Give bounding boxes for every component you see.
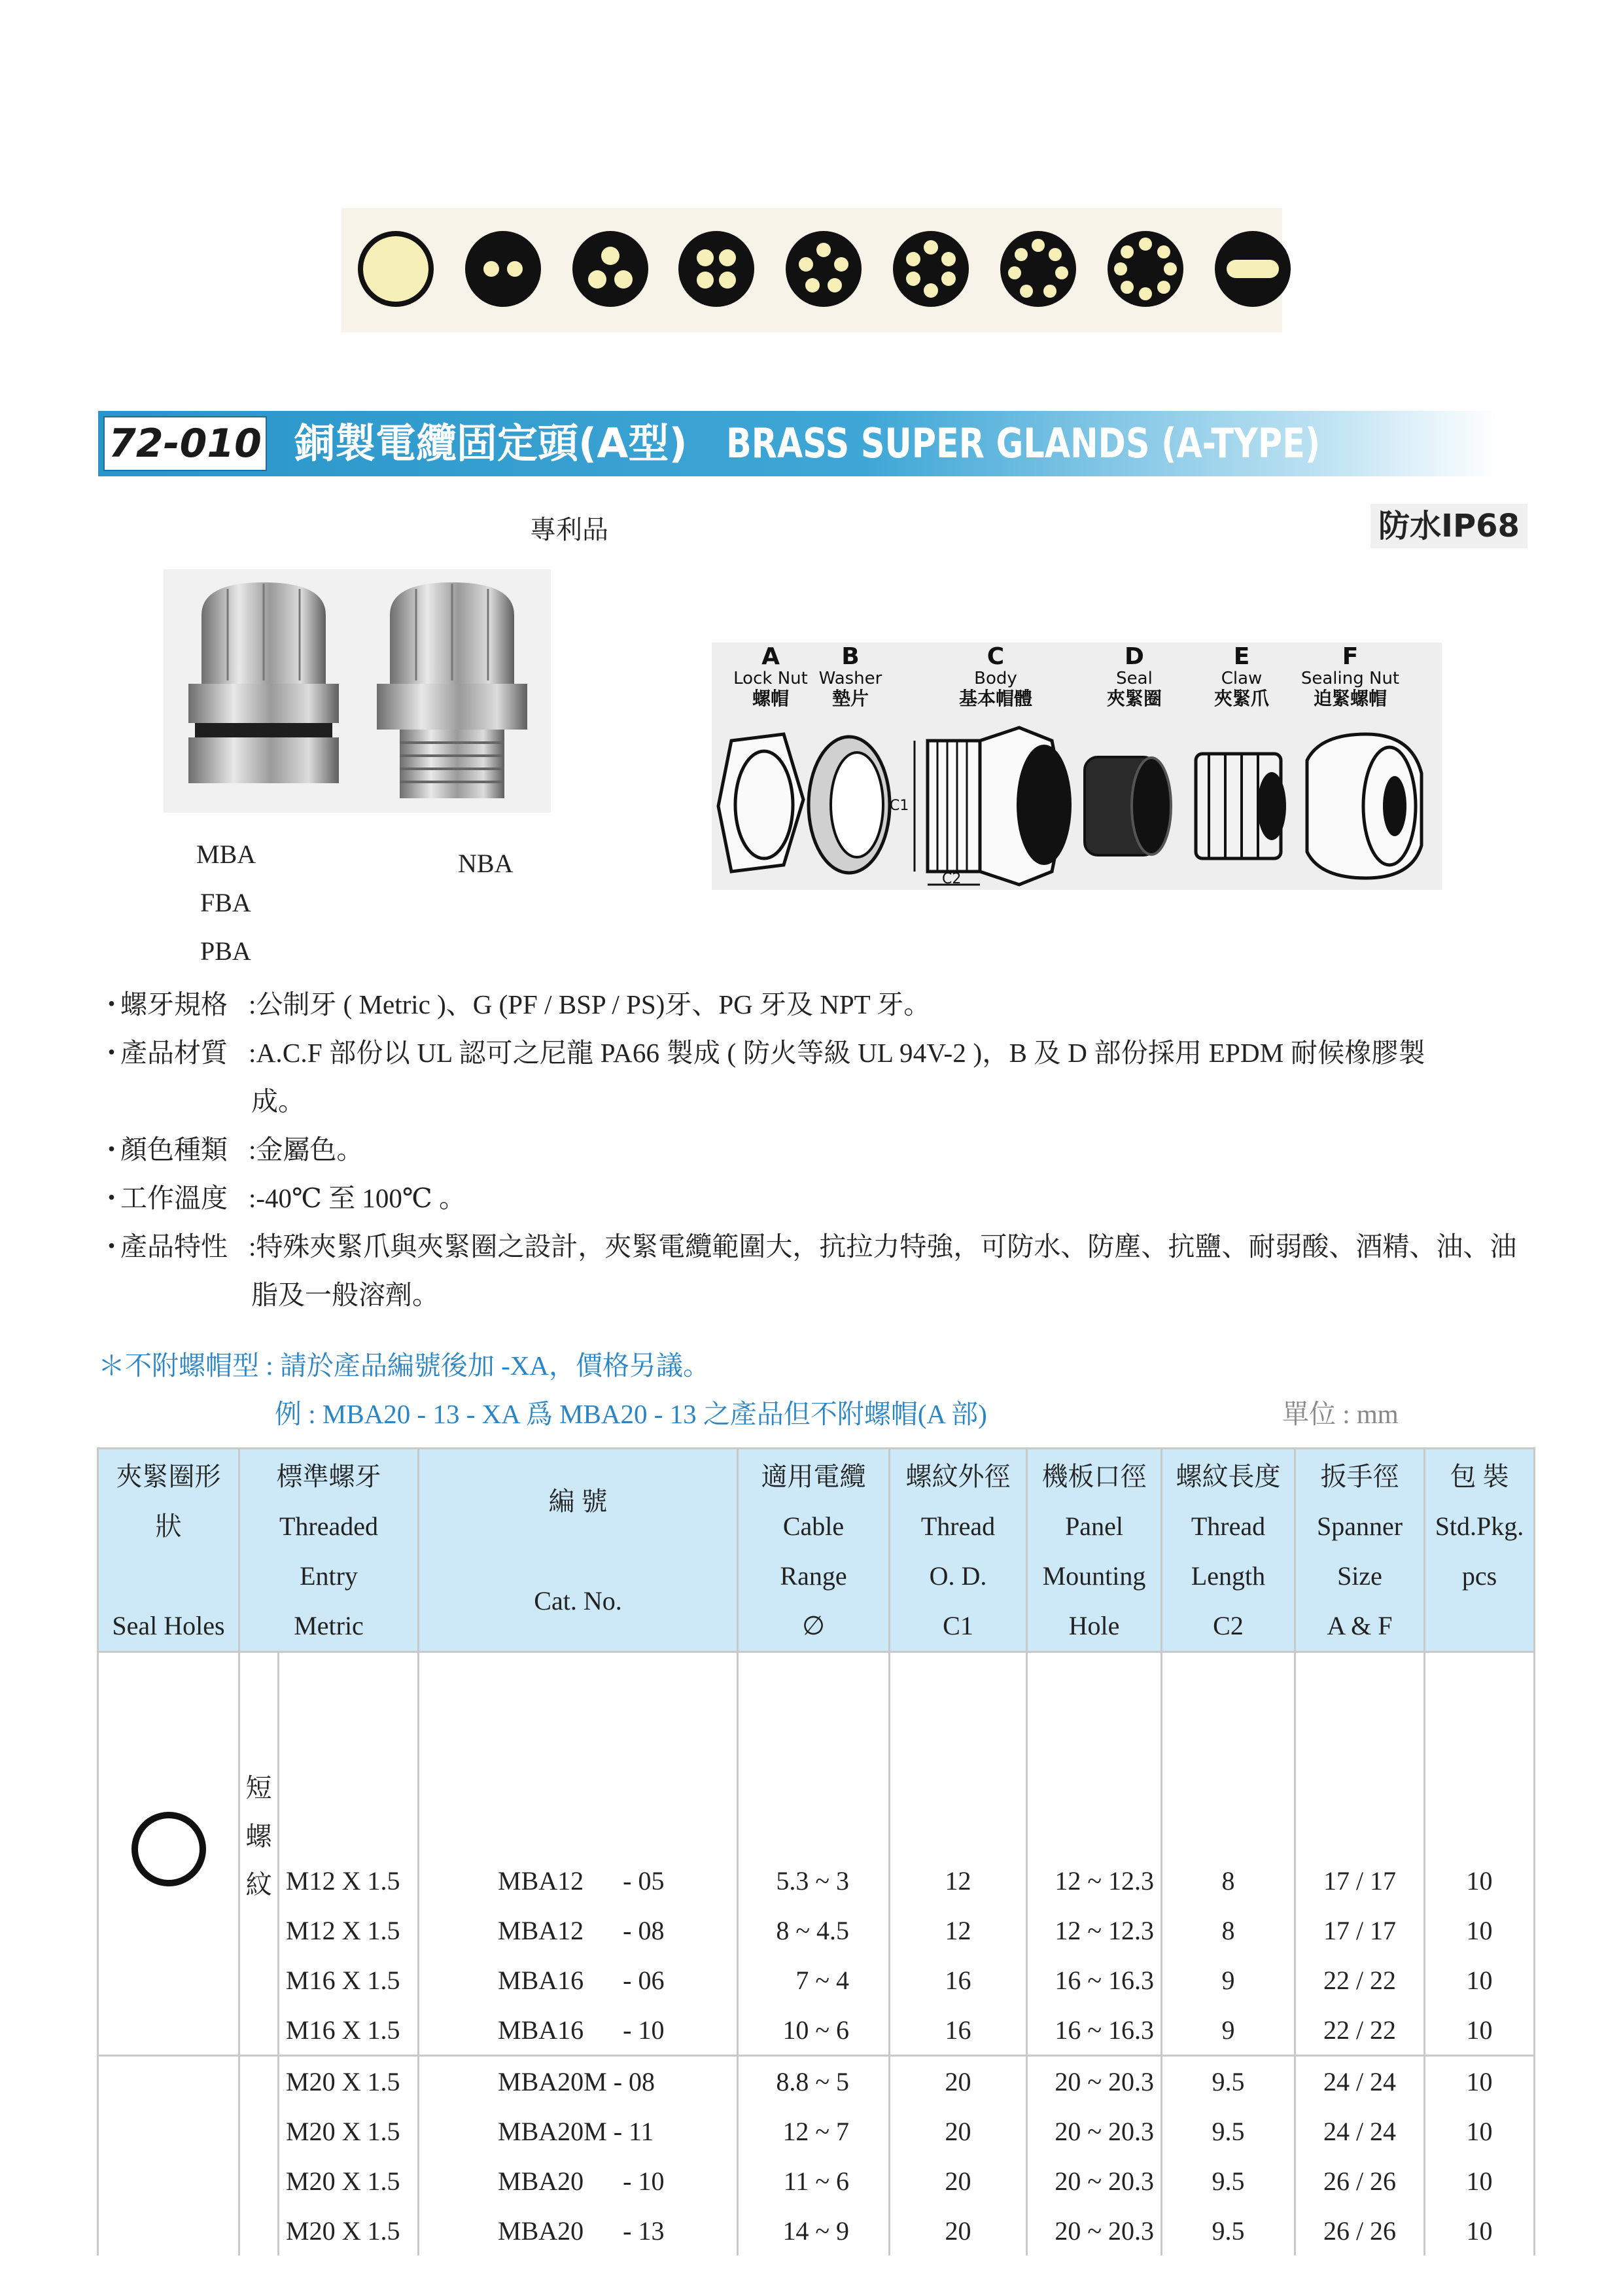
- header-cat-no: 編 號 Cat. No.: [419, 1449, 738, 1652]
- seal-eight-holes-icon: [1108, 231, 1183, 307]
- seal-seven-holes-icon: [1000, 231, 1076, 307]
- product-photo: [164, 569, 551, 813]
- header-cable-range: 適用電纜 Cable Range ∅: [738, 1449, 890, 1652]
- short-thread-label: 短 螺 紋: [239, 1652, 279, 2056]
- header-thread-length: 螺紋長度 Thread Length C2: [1162, 1449, 1295, 1652]
- part-c-label: C Body 基本帽體: [958, 643, 1032, 709]
- exploded-parts-icon: [712, 721, 1442, 890]
- title-bar: [98, 411, 1498, 476]
- spec-thread: ・螺牙規格 :公制牙 ( Metric )、G (PF / BSP / PS)牙、PG 牙及 NPT 牙。: [98, 989, 931, 1019]
- seal-six-holes-icon: [893, 231, 969, 307]
- dim-c1-label: C1: [890, 798, 909, 814]
- seal-three-holes-icon: [572, 231, 648, 307]
- table-header-row: [98, 1449, 1535, 1652]
- part-d-label: D Seal 夾緊圈: [1106, 643, 1162, 709]
- title-english: BRASS SUPER GLANDS (A-TYPE): [726, 419, 1321, 467]
- table-row: M16 X 1.5 MBA16 - 10 10 ~ 6 16 16 ~ 16.3 9 22 / 22 10: [98, 2005, 1535, 2056]
- note-example: 例 : MBA20 - 13 - XA 爲 MBA20 - 13 之產品但不附螺帽(A 部): [275, 1399, 987, 1429]
- header-seal-holes: 夾緊圈形 狀 Seal Holes: [98, 1449, 239, 1652]
- spec-color: ・顏色種類 :金屬色。: [98, 1135, 364, 1165]
- spec-features: ・產品特性 :特殊夾緊爪與夾緊圈之設計，夾緊電纜範圍大，抗拉力特強，可防水、防塵、抗鹽、耐弱酸、酒精、油、油 脂及一般溶劑。: [98, 1231, 1517, 1310]
- part-e-label: E Claw 夾緊爪: [1213, 643, 1269, 709]
- header-panel-hole: 機板口徑 Panel Mounting Hole: [1027, 1449, 1162, 1652]
- gland-mba-icon: [175, 576, 352, 805]
- seal-four-holes-icon: [678, 231, 754, 307]
- variant-mba: MBA: [196, 839, 256, 869]
- table-row: M12 X 1.5 MBA12 - 08 8 ~ 4.5 12 12 ~ 12.3 8 17 / 17 10: [98, 1905, 1535, 1955]
- title-code-box: [103, 416, 267, 471]
- variant-fba: FBA: [200, 888, 251, 917]
- header-spanner-size: 扳手徑 Spanner Size A & F: [1295, 1449, 1425, 1652]
- header-thread-od: 螺紋外徑 Thread O. D. C1: [890, 1449, 1027, 1652]
- part-b-label: B Washer 墊片: [818, 643, 882, 709]
- spec-temperature: ・工作溫度 :-40℃ 至 100℃ 。: [98, 1183, 466, 1213]
- seal-one-hole-icon: [358, 231, 434, 307]
- part-a-label: A Lock Nut 螺帽: [733, 643, 808, 709]
- table-row: M12 X 1.5 MBA12 - 05 5.3 ~ 3 12 12 ~ 12.3 8 17 / 17 10: [98, 1856, 1535, 1905]
- variant-nba: NBA: [458, 849, 514, 878]
- title-chinese: 銅製電纜固定頭(A型): [294, 419, 688, 467]
- gland-nba-icon: [364, 576, 540, 805]
- dim-c2-label: C2: [942, 871, 962, 887]
- seal-flat-slot-icon: [1215, 231, 1291, 307]
- seal-shape-cell: [98, 1652, 239, 2056]
- patent-label: 專利品: [530, 515, 608, 544]
- header-std-pkg: 包 裝 Std.Pkg. pcs: [1425, 1449, 1535, 1652]
- unit-label: 單位 : mm: [1282, 1399, 1399, 1429]
- table-row: M20 X 1.5 MBA20M - 08 8.8 ~ 5 20 20 ~ 20.3 9.5 24 / 24 10: [98, 2056, 1535, 2107]
- seal-two-holes-icon: [465, 231, 541, 307]
- table-row: M20 X 1.5 MBA20M - 11 12 ~ 7 20 20 ~ 20.3 9.5 24 / 24 10: [98, 2106, 1535, 2156]
- part-f-label: F Sealing Nut 迫緊螺帽: [1300, 643, 1400, 709]
- waterproof-badge: 防水IP68: [1370, 504, 1527, 548]
- table-row: M20 X 1.5 MBA20 - 10 11 ~ 6 20 20 ~ 20.3 9.5 26 / 26 10: [98, 2156, 1535, 2206]
- note-no-nut: ＊不附螺帽型 : 請於產品編號後加 -XA，價格另議。: [98, 1351, 710, 1381]
- table-row: M20 X 1.5 MBA20 - 13 14 ~ 9 20 20 ~ 20.3 9.5 26 / 26 10: [98, 2206, 1535, 2255]
- variant-pba: PBA: [200, 936, 251, 966]
- single-hole-seal-icon: [130, 1810, 208, 1888]
- seal-five-holes-icon: [786, 231, 862, 307]
- spec-table: [97, 1447, 1535, 2255]
- table-spacer-row: [98, 1652, 1535, 1856]
- parts-diagram: [712, 643, 1442, 890]
- table-row: M16 X 1.5 MBA16 - 06 7 ~ 4 16 16 ~ 16.3 9 22 / 22 10: [98, 1955, 1535, 2005]
- header-thread-entry: 標準螺牙 Threaded Entry Metric: [239, 1449, 419, 1652]
- seal-hole-strip: [341, 208, 1282, 332]
- product-code: 72-010: [109, 421, 262, 467]
- spec-material: ・產品材質 :A.C.F 部份以 UL 認可之尼龍 PA66 製成 ( 防火等級 UL 94V-2 )，B 及 D 部份採用 EPDM 耐候橡膠製 成。: [98, 1038, 1425, 1116]
